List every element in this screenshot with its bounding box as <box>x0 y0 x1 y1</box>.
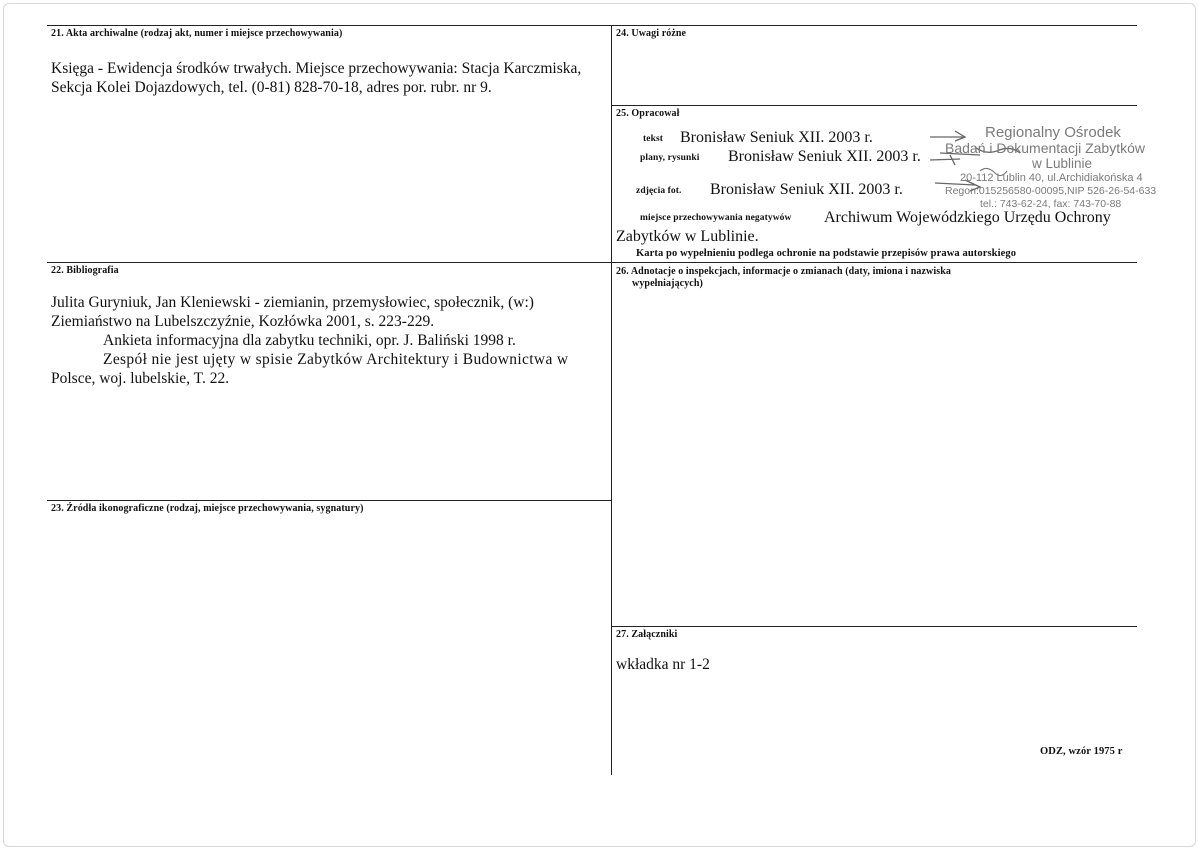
rule-left-23 <box>47 500 612 501</box>
section-27-label: 27. Załączniki <box>616 629 678 640</box>
section-21-label: 21. Akta archiwalne (rodzaj akt, numer i miejsce przechowywania) <box>51 28 343 39</box>
plany-value: Bronisław Seniuk XII. 2003 r. <box>728 148 921 165</box>
section-23-label: 23. Źródła ikonograficzne (rodzaj, miejsce przechowywania, sygnatury) <box>51 503 364 514</box>
plany-label: plany, rysunki <box>640 153 700 163</box>
section-22-text-line-5: Polsce, woj. lubelskie, T. 22. <box>51 370 230 387</box>
rule-right-27 <box>612 626 1137 627</box>
negatywy-value-line-2: Zabytków w Lublinie. <box>616 228 759 245</box>
section-26-label-line-2: wypełniających) <box>632 278 703 289</box>
copyright-note: Karta po wypełnieniu podlega ochronie na podstawie przepisów prawa autorskiego <box>636 248 1017 259</box>
rule-right-26 <box>612 262 1137 263</box>
form-footer: ODZ, wzór 1975 r <box>1040 746 1123 757</box>
stamp-line-2: Badań i Dokumentacji Zabytków <box>945 140 1145 156</box>
column-divider <box>611 25 612 775</box>
section-21-text-line-2: Sekcja Kolei Dojazdowych, tel. (0-81) 828-70-18, adres por. rubr. nr 9. <box>51 79 492 96</box>
tekst-value: Bronisław Seniuk XII. 2003 r. <box>680 129 873 146</box>
zdjecia-value: Bronisław Seniuk XII. 2003 r. <box>710 181 903 198</box>
top-rule-right <box>612 25 1137 26</box>
section-22-text-line-2: Ziemiaństwo na Lubelszczyźnie, Kozłówka 2001, s. 223-229. <box>51 313 435 330</box>
tekst-label: tekst <box>643 134 664 144</box>
rule-right-25 <box>612 105 1137 106</box>
section-22-text-line-3: Ankieta informacyjna dla zabytku techniki, opr. J. Baliński 1998 r. <box>103 332 516 349</box>
section-27-value: wkładka nr 1-2 <box>616 656 710 673</box>
section-22-label: 22. Bibliografia <box>51 265 119 276</box>
rule-left-22 <box>47 262 612 263</box>
zdjecia-label: zdjęcia fot. <box>636 186 682 196</box>
stamp-line-6: tel.: 743-62-24, fax: 743-70-88 <box>980 198 1122 210</box>
negatywy-label: miejsce przechowywania negatywów <box>640 213 792 223</box>
section-24-label: 24. Uwagi różne <box>616 28 687 39</box>
top-rule-left <box>47 25 612 26</box>
section-26-label-line-1: 26. Adnotacje o inspekcjach, informacje o zmianach (daty, imiona i nazwiska <box>616 266 951 277</box>
stamp-line-5: Regon:015256580-00095,NIP 526-26-54-633 <box>945 185 1157 197</box>
stamp-line-4: 20-112 Lublin 40, ul.Archidiakońska 4 <box>960 172 1143 184</box>
stamp-line-1: Regionalny Ośrodek <box>985 124 1121 141</box>
stamp-line-3: w Lublinie <box>1032 156 1093 171</box>
section-22-text-line-4: Zespół nie jest ujęty w spisie Zabytków Architektury i Budownictwa w <box>103 351 569 368</box>
section-25-label: 25. Opracował <box>616 108 680 119</box>
negatywy-value-line-1: Archiwum Wojewódzkiego Urzędu Ochrony <box>824 209 1111 226</box>
section-22-text-line-1: Julita Guryniuk, Jan Kleniewski - ziemianin, przemysłowiec, społecznik, (w:) <box>51 294 534 311</box>
section-21-text-line-1: Księga - Ewidencja środków trwałych. Miejsce przechowywania: Stacja Karczmiska, <box>51 60 582 77</box>
